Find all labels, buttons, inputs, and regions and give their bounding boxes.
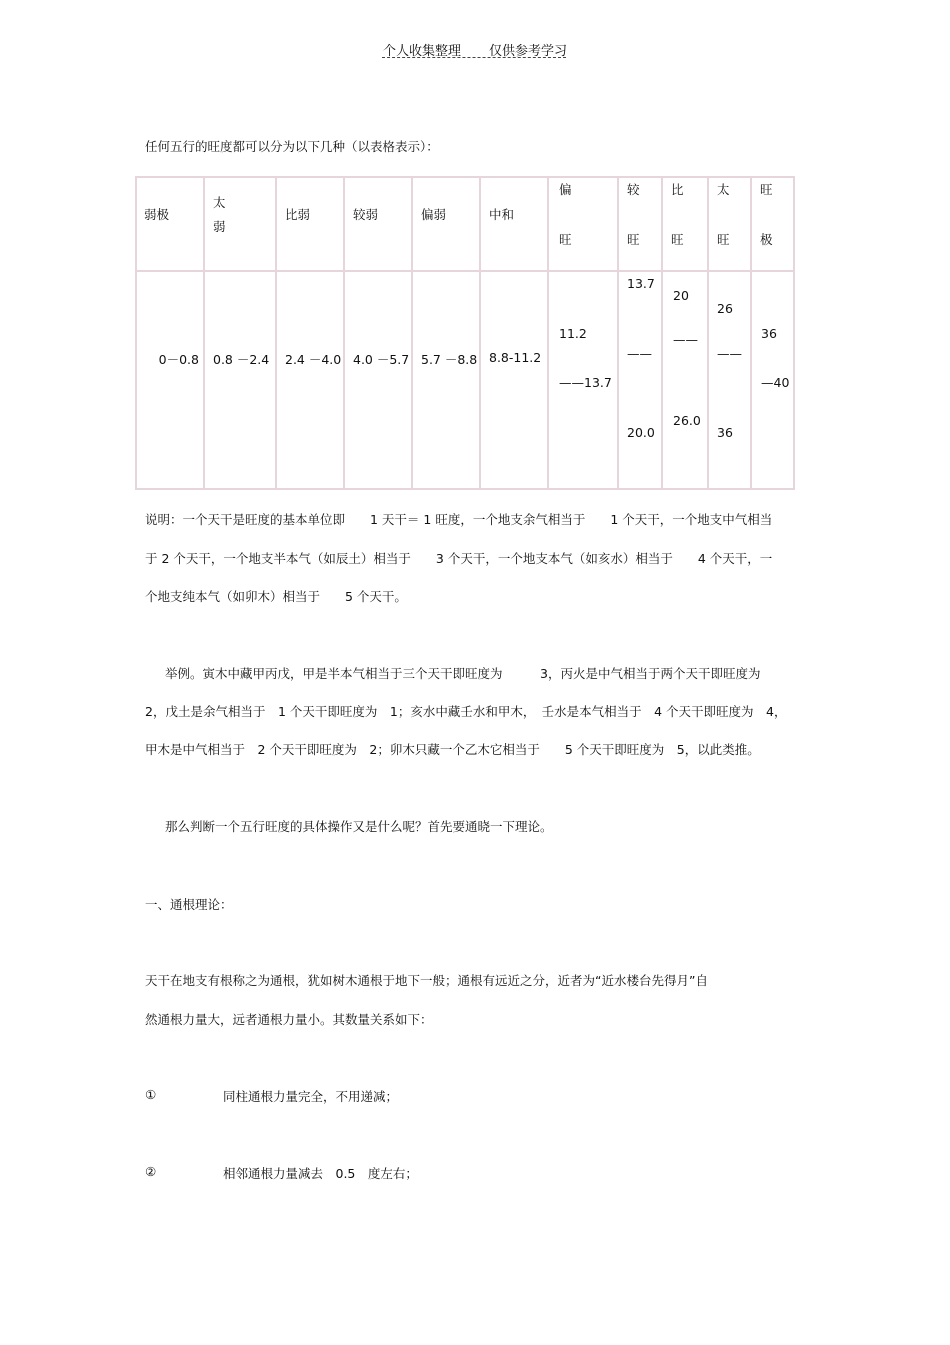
cell-text: ——	[673, 332, 698, 347]
list-item-text: 相邻通根力量减去 0.5 度左右；	[223, 1166, 418, 1181]
header-cell	[751, 177, 794, 271]
value-cell	[751, 271, 794, 489]
header-cell	[136, 177, 204, 271]
value-cell	[276, 271, 344, 489]
cell-text: 26.0	[673, 413, 701, 428]
cell-text: 旺	[717, 232, 730, 247]
cell-text: 0－0.8	[158, 352, 199, 367]
cell-text: 弱极	[144, 207, 170, 222]
header-cell	[708, 177, 751, 271]
header-cell	[480, 177, 548, 271]
cell-text: 偏	[559, 182, 572, 197]
list-number: ②	[145, 1164, 157, 1179]
cell-text: 太	[213, 195, 226, 210]
section-title: 一、通根理论：	[145, 897, 233, 912]
question-text: 那么判断一个五行旺度的具体操作又是什么呢？首先要通晓一下理论。	[165, 819, 553, 834]
note-line: 说明：一个天干是旺度的基本单位即 1 天干＝ 1 旺度，一个地支余气相当于 1 个天干，一个地支中气相当	[145, 512, 773, 527]
note-line: 于 2 个天干，一个地支半本气（如辰土）相当于 3 个天干，一个地支本气（如亥水）相当于 4 个天干，一	[145, 551, 773, 566]
example-line: 举例。寅木中藏甲丙戊，甲是半本气相当于三个天干即旺度为 3，丙火是中气相当于两个天干即旺度为	[165, 666, 761, 681]
table-header-row	[136, 177, 794, 271]
cell-text: 中和	[489, 207, 515, 222]
cell-text: 偏弱	[421, 207, 447, 222]
intro-text: 任何五行的旺度都可以分为以下几种（以表格表示）：	[145, 139, 439, 154]
cell-text: ——	[627, 346, 652, 361]
header-cell	[276, 177, 344, 271]
header-cell	[204, 177, 276, 271]
value-cell	[662, 271, 708, 489]
list-item-text: 同柱通根力量完全，不用递减；	[223, 1089, 399, 1104]
section-body-line: 天干在地支有根称之为通根，犹如树木通根于地下一般；通根有远近之分，近者为“近水楼台先得月”自	[145, 973, 708, 988]
cell-text: 弱	[213, 219, 226, 234]
value-cell	[412, 271, 480, 489]
cell-text: 2.4 －4.0	[285, 352, 342, 367]
header-cell	[618, 177, 662, 271]
cell-text: 20.0	[627, 425, 655, 440]
header-cell	[344, 177, 412, 271]
value-cell	[548, 271, 618, 489]
example-line: 2，戊土是余气相当于 1 个天干即旺度为 1；亥水中藏壬水和甲木， 壬水是本气相当于 4 个天干即旺度为 4，	[145, 704, 787, 719]
value-cell	[204, 271, 276, 489]
cell-text: 36	[761, 326, 777, 341]
cell-text: 较弱	[353, 207, 379, 222]
value-cell	[618, 271, 662, 489]
header-left: 个人收集整理	[382, 44, 461, 59]
value-cell	[136, 271, 204, 489]
cell-text: 旺	[671, 232, 684, 247]
value-cell	[344, 271, 412, 489]
cell-text: 极	[760, 232, 773, 247]
cell-text: 13.7	[627, 276, 655, 291]
cell-text: 旺	[627, 232, 640, 247]
header-cell	[662, 177, 708, 271]
wangdu-table	[135, 176, 795, 490]
cell-text: 20	[673, 288, 689, 303]
example-line: 甲木是中气相当于 2 个天干即旺度为 2；卯木只藏一个乙木它相当于 5 个天干即旺度为 5，以此类推。	[145, 742, 760, 757]
cell-text: 旺	[559, 232, 572, 247]
cell-text: 较	[627, 182, 640, 197]
cell-text: 36	[717, 425, 733, 440]
cell-text: 旺	[760, 182, 773, 197]
cell-text: 比	[671, 182, 684, 197]
value-cell	[708, 271, 751, 489]
cell-text: ——13.7	[559, 375, 612, 390]
header-underline	[382, 57, 566, 58]
note-line: 个地支纯本气（如卯木）相当于 5 个天干。	[145, 589, 407, 604]
cell-text: 26	[717, 301, 733, 316]
cell-text: 8.8-11.2	[489, 350, 542, 365]
header-cell	[412, 177, 480, 271]
cell-text: 4.0 －5.7	[353, 352, 410, 367]
cell-text: 0.8 －2.4	[213, 352, 270, 367]
cell-text: 比弱	[285, 207, 311, 222]
list-number: ①	[145, 1087, 157, 1102]
cell-text: 11.2	[559, 326, 587, 341]
value-cell	[480, 271, 548, 489]
cell-text: ——	[717, 346, 742, 361]
header-right: 仅供参考学习	[489, 44, 568, 59]
table-value-row	[136, 271, 794, 489]
header-cell	[548, 177, 618, 271]
section-body-line: 然通根力量大，远者通根力量小。其数量关系如下：	[145, 1012, 433, 1027]
cell-text: 太	[717, 182, 730, 197]
cell-text: 5.7 －8.8	[421, 352, 478, 367]
cell-text: —40	[761, 375, 790, 390]
